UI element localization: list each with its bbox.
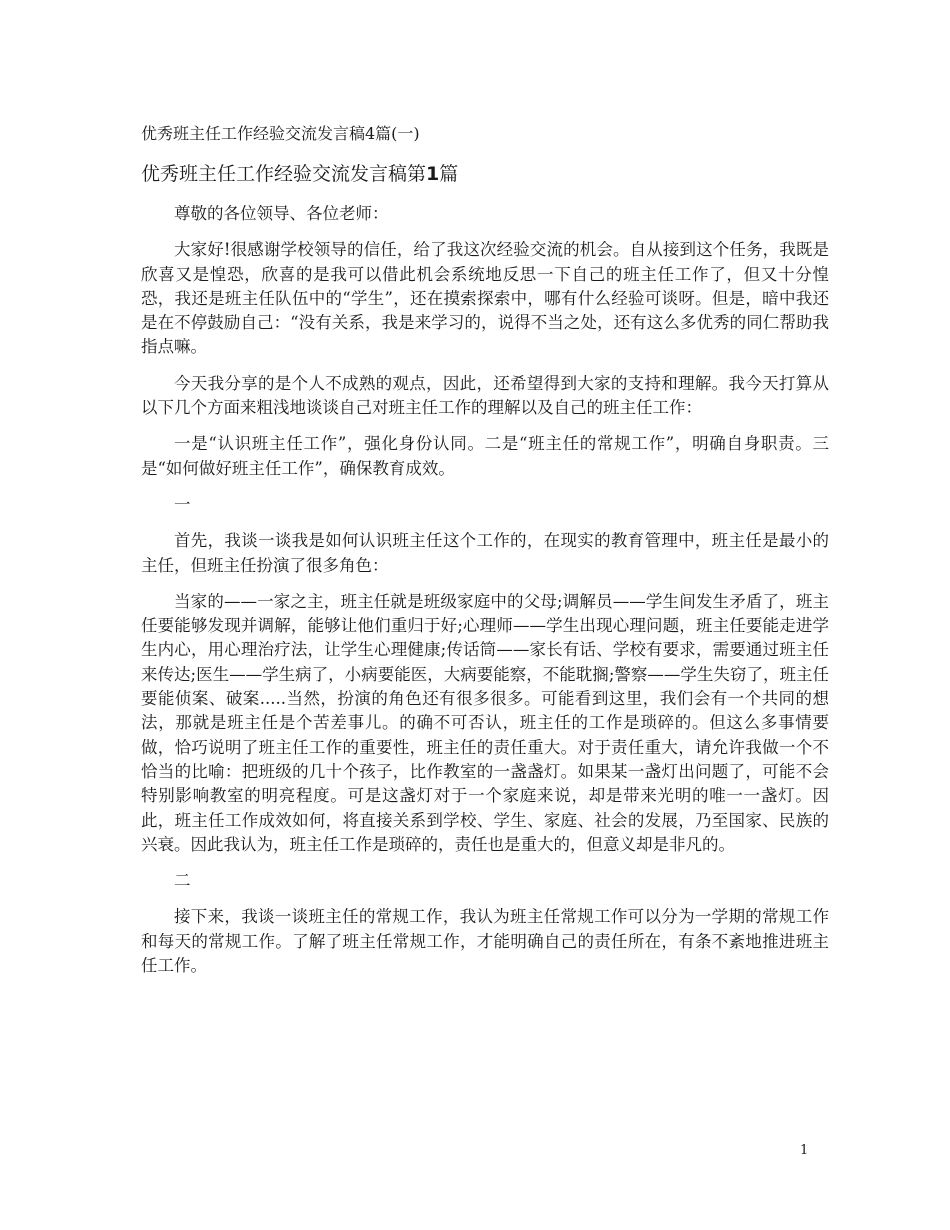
paragraph-understanding: 首先，我谈一谈我是如何认识班主任这个工作的，在现实的教育管理中，班主任是最小的主任，但班主任扮演了很多角色： xyxy=(141,531,829,575)
chapter-heading-prefix: 优秀班主任工作经验交流发言稿第 xyxy=(141,163,427,185)
section-one-mark: 一 xyxy=(174,494,191,514)
paragraph-plan: 今天我分享的是个人不成熟的观点，因此，还希望得到大家的支持和理解。我今天打算从以下几个方面来粗浅地谈谈自己对班主任工作的理解以及自己的班主任工作： xyxy=(141,373,829,418)
paragraph-roles: 当家的——一家之主，班主任就是班级家庭中的父母;调解员——学生间发生矛盾了，班主任要能够发现并调解，能够让他们重归于好;心理师——学生出现心理问题，班主任要能走进学生内心，用心理治疗法，让学生心理健康;传话筒——家长有话、学校有要求，需要通过班主任来传达;医生——学生病了，小病要能医，大病要能察，不能耽搁;警察——学生失窃了，班主任要能侦案、破案.....当然，扮演的角色还有很多很多。可能看到这里，我们会有一个共同的想法，那就是班主任是个苦差事儿。的确不可否认，班主任的工作是琐碎的。但这么多事情要做，恰巧说明了班主任工作的重要性，班主任的责任重大。对于责任重大，请允许我做一个不恰当的比喻：把班级的几十个孩子，比作教室的一盏盏灯。如果某一盏灯出问题了，可能不会特别影响教室的明亮程度。可是这盏灯对于一个家庭来说，却是带来光明的唯一一盏灯。因此，班主任工作成效如何，将直接关系到学校、学生、家庭、社会的发展，乃至国家、民族的兴衰。因此我认为，班主任工作是琐碎的，责任也是重大的，但意义却是非凡的。 xyxy=(141,591,829,854)
page-content xyxy=(141,122,829,990)
chapter-heading-number: 1 xyxy=(426,163,440,185)
chapter-heading-suffix: 篇 xyxy=(439,163,459,185)
page-number: 1 xyxy=(800,1143,809,1158)
document-title: 优秀班主任工作经验交流发言稿4篇(一) xyxy=(141,124,420,143)
paragraph-outline: 一是“认识班主任工作”，强化身份认同。二是“班主任的常规工作”，明确自身职责。三是“如何做好班主任工作”，确保教育成效。 xyxy=(141,434,829,478)
paragraph-routine-work: 接下来，我谈一谈班主任的常规工作，我认为班主任常规工作可以分为一学期的常规工作和每天的常规工作。了解了班主任常规工作，才能明确自己的责任所在，有条不紊地推进班主任工作。 xyxy=(141,907,829,976)
greeting: 尊敬的各位领导、各位老师： xyxy=(174,204,389,223)
chapter-heading xyxy=(141,160,829,188)
paragraph-opening: 大家好!很感谢学校领导的信任，给了我这次经验交流的机会。自从接到这个任务，我既是欣喜又是惶恐，欣喜的是我可以借此机会系统地反思一下自己的班主任工作了，但又十分惶恐，我还是班主任队伍中的“学生”，还在摸索探索中，哪有什么经验可谈呀。但是，暗中我还是在不停鼓励自己：“没有关系，我是来学习的，说得不当之处，还有这么多优秀的同仁帮助我指点嘛。 xyxy=(141,240,829,357)
section-two-mark: 二 xyxy=(174,871,191,891)
